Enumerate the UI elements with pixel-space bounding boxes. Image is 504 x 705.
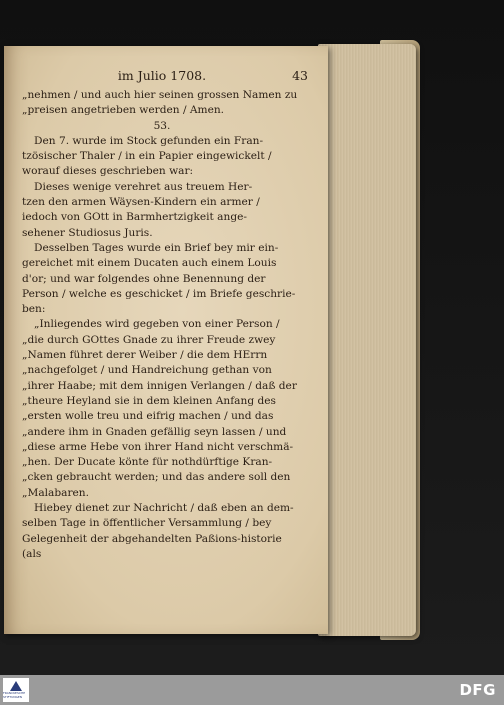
text-line: Dieses wenige verehret aus treuem Her- <box>34 180 253 193</box>
text-line: „die durch GOttes Gnade zu ihrer Freude zwey <box>22 333 276 346</box>
text-line: „diese arme Hebe von ihrer Hand nicht verschmä- <box>22 440 294 453</box>
logo-mark-icon <box>10 681 22 691</box>
text-line: „Namen führet derer Weiber / die dem HErrn <box>22 349 268 362</box>
text-line: „ihrer Haabe; mit dem innigen Verlangen / daß der <box>22 379 297 392</box>
text-line: Person / welche es geschicket / im Briefe geschrie- <box>22 287 296 300</box>
text-line: „nachgefolget / und Handreichung gethan von <box>22 364 272 377</box>
text-line: iedoch von GOtt in Barmhertzigkeit ange- <box>22 211 247 224</box>
text-line: Gelegenheit der abgehandelten Paßions-historie <box>22 532 282 545</box>
text-line: „cken gebraucht werden; und das andere soll den <box>22 471 291 484</box>
text-line: selben Tage in öffentlicher Versammlung / bey <box>22 517 272 530</box>
text-line: „ersten wolle treu und eifrig machen / und das <box>22 410 274 423</box>
text-line: d'or; und war folgendes ohne Benennung der <box>22 272 266 285</box>
text-lines <box>22 88 302 562</box>
logo-text: FRANCKESCHE STIFTUNGEN <box>3 691 26 699</box>
text-line: 53. <box>153 119 171 132</box>
page-number: 43 <box>292 68 308 83</box>
page-header <box>22 68 308 84</box>
text-line: „Inliegendes wird gegeben von einer Person / <box>34 318 280 331</box>
text-line: „andere ihm in Gnaden gefällig seyn lassen / und <box>22 425 287 438</box>
book-page <box>4 46 328 634</box>
text-line: „theure Heyland sie in dem kleinen Anfang des <box>22 394 276 407</box>
viewer-footer <box>0 675 504 705</box>
text-line: ben: <box>22 303 46 316</box>
text-line: (als <box>22 547 42 560</box>
page-text <box>22 68 308 562</box>
text-line: „preisen angetrieben werden / Amen. <box>22 104 225 117</box>
franckesche-stiftungen-logo[interactable] <box>3 678 29 702</box>
text-line: sehener Studiosus Juris. <box>22 226 153 239</box>
text-line: „hen. Der Ducate könte für nothdürftige Kran- <box>22 456 273 469</box>
text-line: worauf dieses geschrieben war: <box>22 165 194 178</box>
text-line: Den 7. wurde im Stock gefunden ein Fran- <box>34 134 264 147</box>
text-line: gereichet mit einem Ducaten auch einem Louis <box>22 257 277 270</box>
text-line: tzen den armen Wäysen-Kindern ein armer / <box>22 196 260 209</box>
running-head: im Julio 1708. <box>117 68 207 83</box>
text-line: tzösischer Thaler / in ein Papier eingewickelt / <box>22 150 272 163</box>
text-line: Desselben Tages wurde ein Brief bey mir ein- <box>34 241 279 254</box>
text-line: „nehmen / und auch hier seinen grossen Namen zu <box>22 89 298 101</box>
text-line: „Malabaren. <box>22 486 89 499</box>
page-edges <box>318 44 416 636</box>
dfg-logo[interactable]: DFG <box>459 681 496 699</box>
text-line: Hiebey dienet zur Nachricht / daß eben an dem- <box>34 502 294 515</box>
